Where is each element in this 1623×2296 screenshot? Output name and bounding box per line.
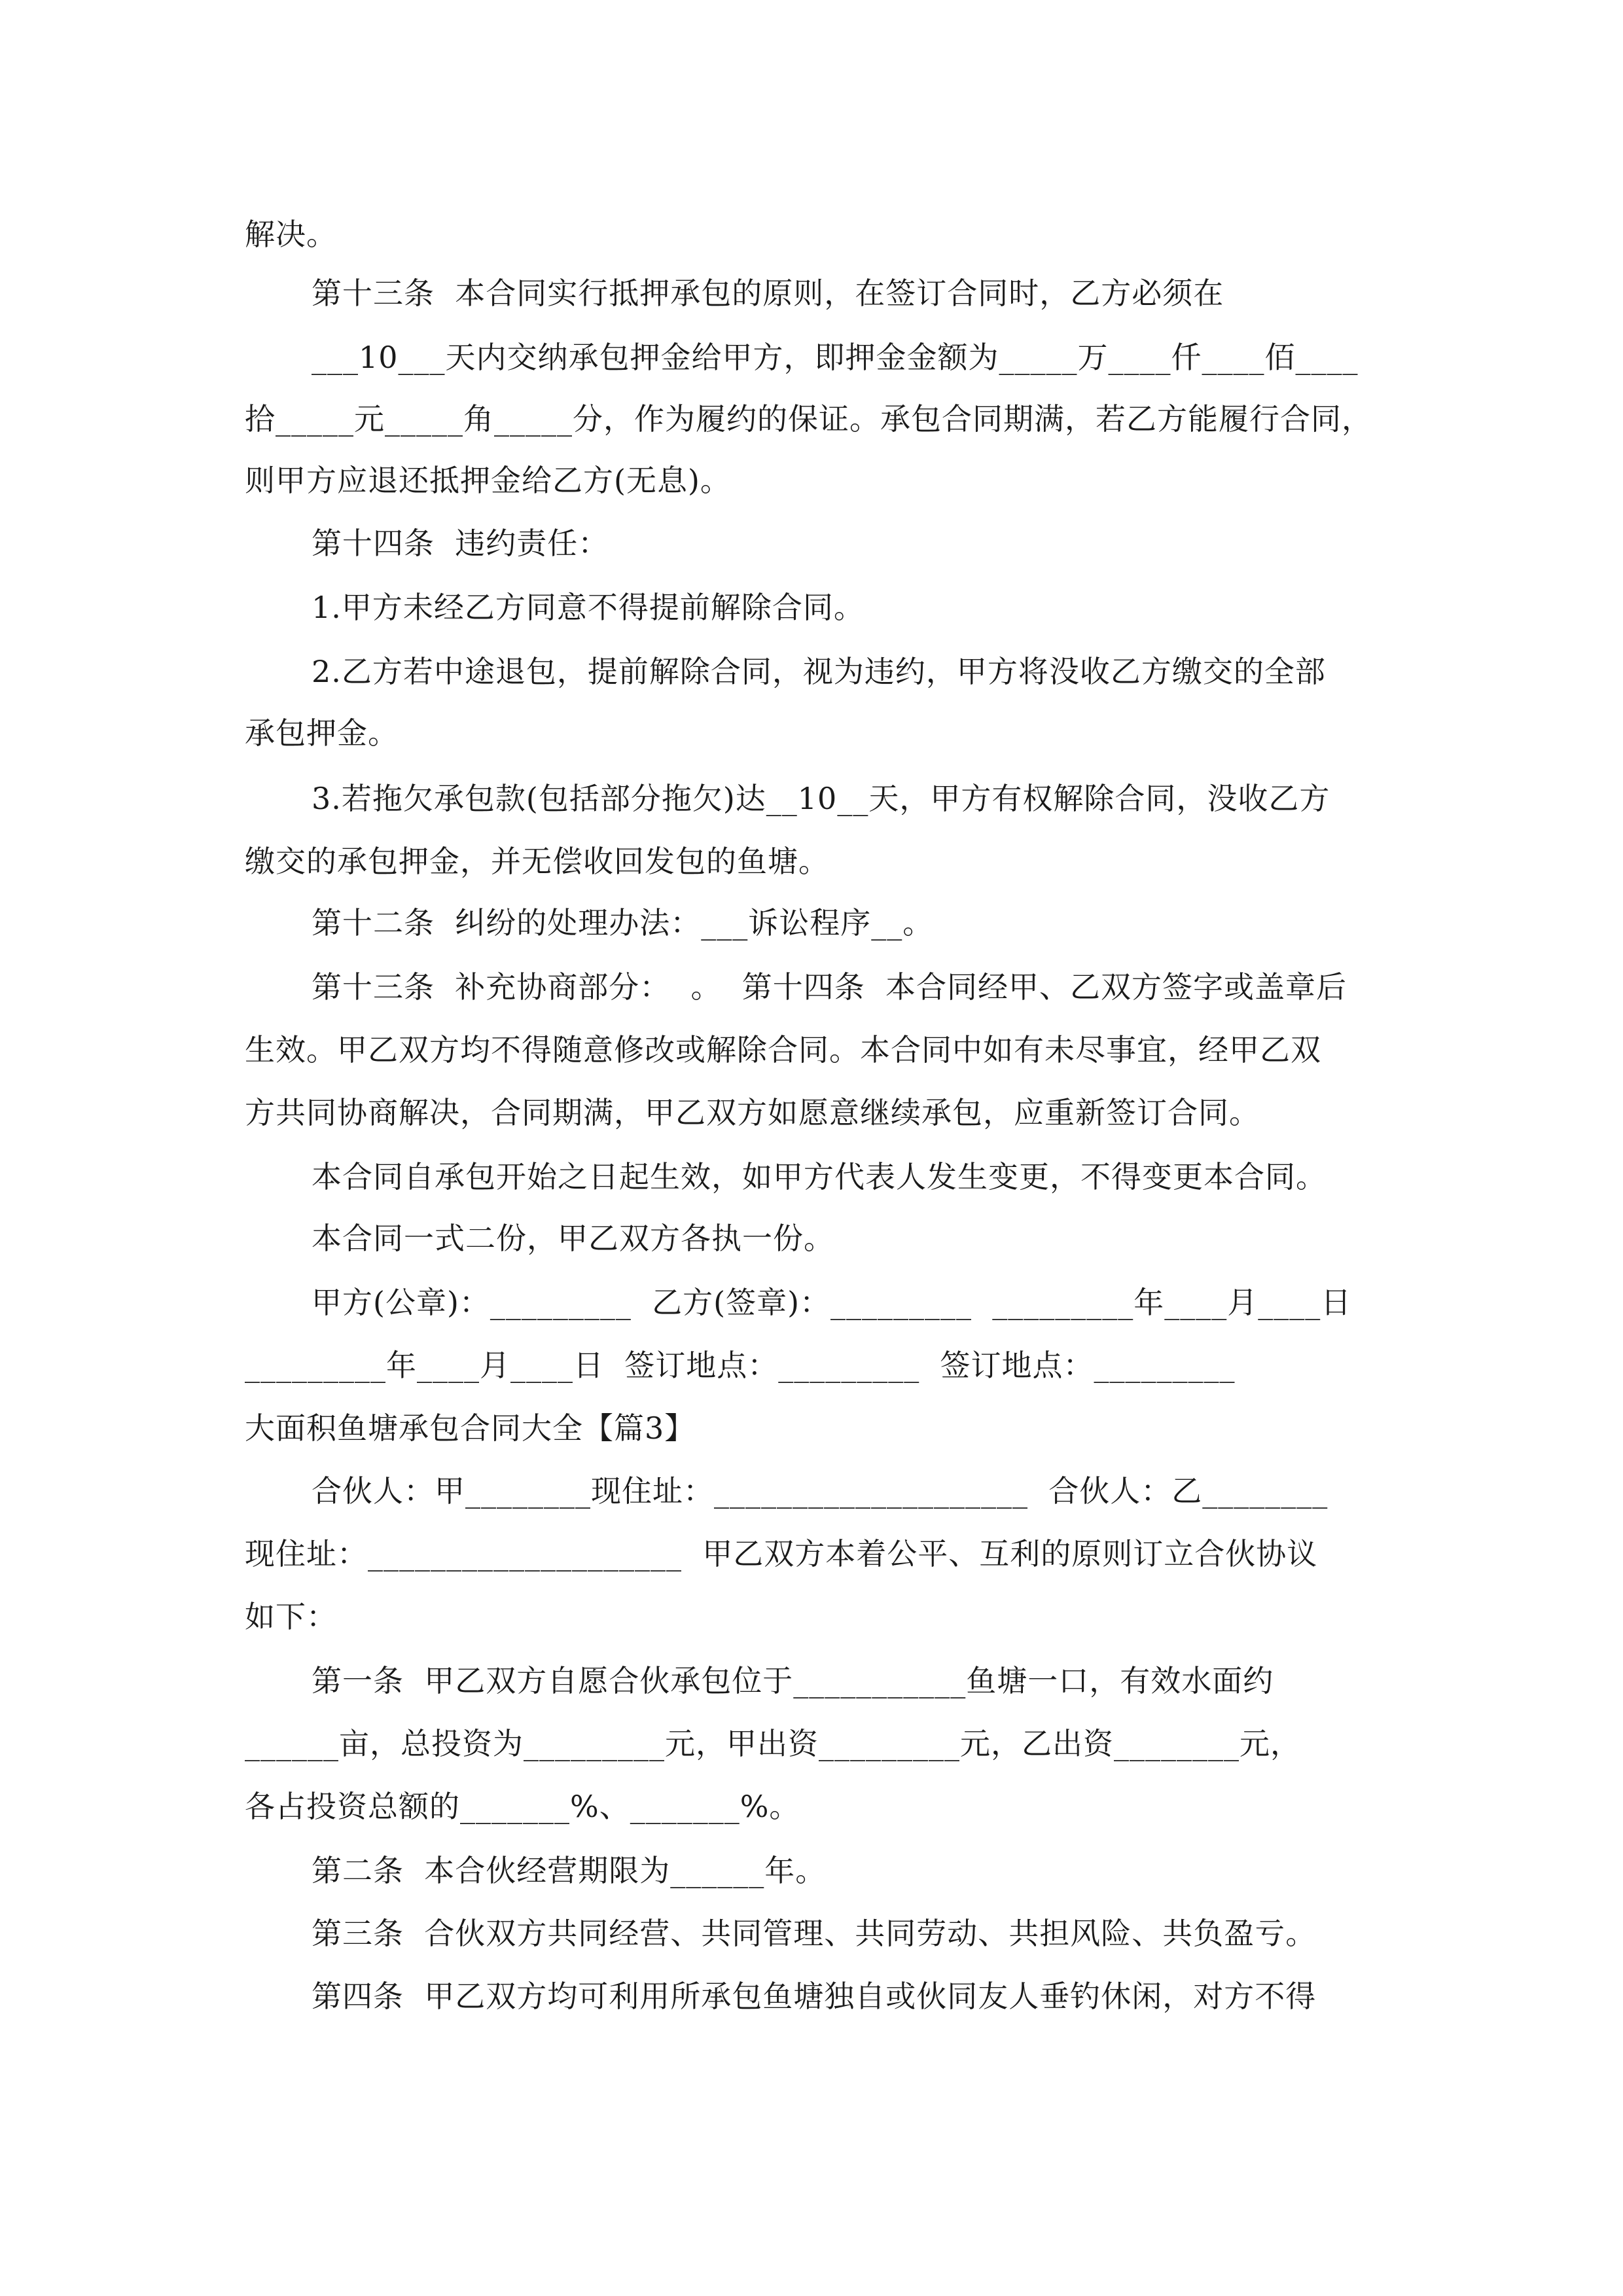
text-line: ___10___天内交纳承包押金给甲方，即押金金额为_____万____仟____佰____	[312, 340, 1359, 375]
text-line: 各占投资总额的_______%、_______%。	[245, 1789, 800, 1824]
text-line: 如下：	[245, 1599, 337, 1634]
text-line: 本合同一式二份，甲乙双方各执一份。	[312, 1221, 834, 1256]
text-line: 第四条 甲乙双方均可利用所承包鱼塘独自或伙同友人垂钓休闲，对方不得	[312, 1979, 1317, 2014]
text-line: 2.乙方若中途退包，提前解除合同，视为违约，甲方将没收乙方缴交的全部	[312, 654, 1326, 689]
text-line: 则甲方应退还抵押金给乙方(无息)。	[245, 463, 731, 498]
text-line: 方共同协商解决，合同期满，甲乙双方如愿意继续承包，应重新签订合同。	[245, 1095, 1260, 1130]
text-line: 第十四条 违约责任：	[312, 526, 609, 561]
text-line: 1.甲方未经乙方同意不得提前解除合同。	[312, 590, 865, 625]
text-line: 承包押金。	[245, 715, 399, 751]
text-line: 合伙人：甲________现住址：____________________ 合伙人：乙________	[312, 1473, 1329, 1509]
text-line: 第十三条 本合同实行抵押承包的原则，在签订合同时，乙方必须在	[312, 276, 1224, 311]
text-line: 甲方(公章)：_________ 乙方(签章)：_________ _________年____月____日	[312, 1285, 1352, 1320]
text-line: 第十二条 纠纷的处理办法：___诉讼程序__。	[312, 905, 934, 941]
text-line: 拾_____元_____角_____分，作为履约的保证。承包合同期满，若乙方能履行合同，	[245, 401, 1372, 437]
text-line: 第三条 合伙双方共同经营、共同管理、共同劳动、共担风险、共负盈亏。	[312, 1916, 1317, 1951]
text-line: 解决。	[245, 217, 337, 252]
text-line: ______亩，总投资为_________元，甲出资_________元，乙出资________元，	[245, 1726, 1301, 1761]
text-line: 生效。甲乙双方均不得随意修改或解除合同。本合同中如有未尽事宜，经甲乙双	[245, 1032, 1321, 1067]
text-line: 缴交的承包押金，并无偿收回发包的鱼塘。	[245, 844, 829, 879]
section-heading: 大面积鱼塘承包合同大全【篇3】	[245, 1410, 696, 1446]
text-line: 现住址：____________________ 甲乙双方本着公平、互利的原则订立合伙协议	[245, 1536, 1318, 1571]
text-line: 第一条 甲乙双方自愿合伙承包位于___________鱼塘一口，有效水面约	[312, 1663, 1274, 1698]
text-line: _________年____月____日 签订地点：_________ 签订地点：_________	[245, 1348, 1236, 1383]
text-line: 本合同自承包开始之日起生效，如甲方代表人发生变更，不得变更本合同。	[312, 1159, 1327, 1194]
text-line: 3.若拖欠承包款(包括部分拖欠)达__10__天，甲方有权解除合同，没收乙方	[312, 781, 1330, 816]
text-line: 第二条 本合伙经营期限为______年。	[312, 1853, 827, 1888]
text-line: 第十三条 补充协商部分： 。 第十四条 本合同经甲、乙双方签字或盖章后	[312, 969, 1347, 1005]
